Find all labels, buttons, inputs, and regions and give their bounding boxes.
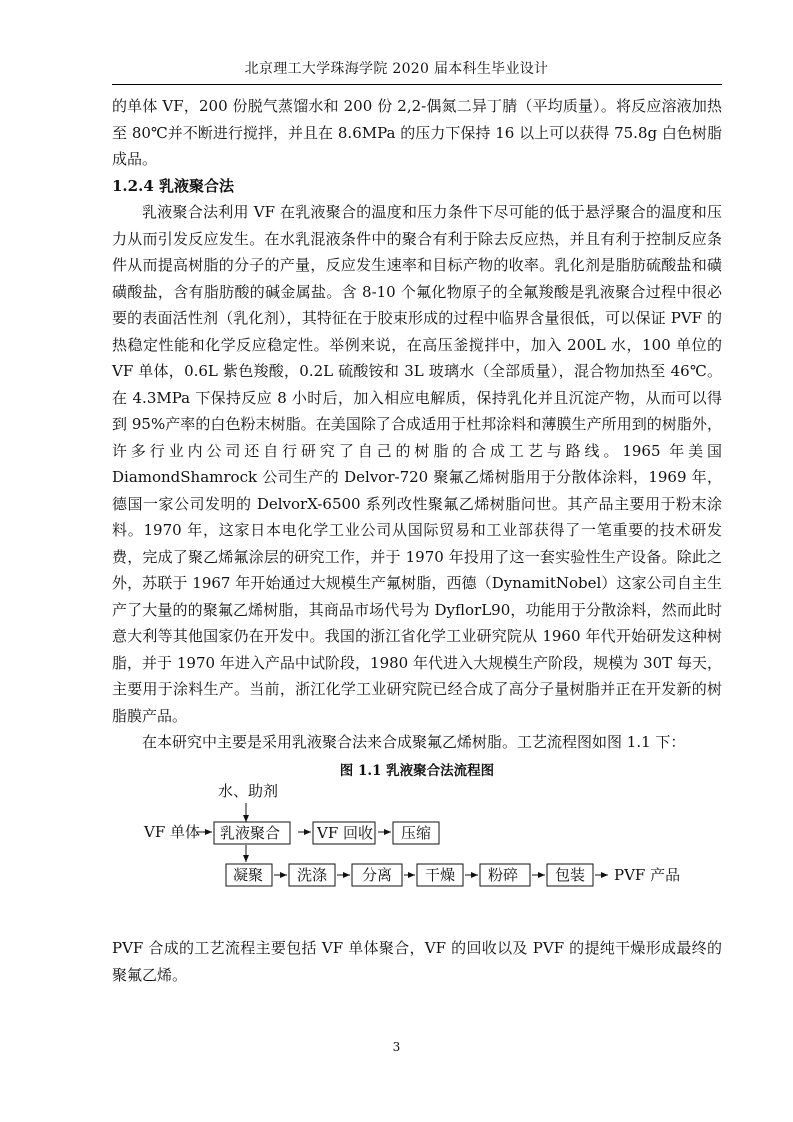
- box-label: 粉碎: [488, 866, 519, 884]
- box-label: 分离: [362, 866, 393, 884]
- box-label: 包装: [555, 866, 586, 884]
- header-divider: [112, 84, 722, 85]
- input-label: 水、助剂: [218, 782, 279, 800]
- section-heading: 1.2.4 乳液聚合法: [112, 176, 234, 195]
- box-compression: [393, 822, 439, 844]
- paragraph-summary: PVF 合成的工艺流程主要包括 VF 单体聚合，VF 的回收以及 PVF 的提纯干燥形成最终的聚氟乙烯。: [112, 939, 722, 984]
- page-header: 北京理工大学珠海学院 2020 届本科生毕业设计: [244, 61, 549, 77]
- paragraph-continuation: 的单体 VF，200 份脱气蒸馏水和 200 份 2,2-偶氮二异丁腈（平均质量）。将反应溶液加热至 80℃并不断进行搅拌，并且在 8.6MPa 的压力下保持 16 以上可以获得 75.8g 白色树脂成品。: [112, 97, 722, 168]
- box-vf-recovery: [313, 822, 375, 844]
- box-drying: [417, 864, 463, 886]
- end-label: PVF 产品: [614, 866, 681, 884]
- box-label: 洗涤: [297, 866, 328, 884]
- paragraph-intro-figure: 在本研究中主要是采用乳液聚合法来合成聚氟乙烯树脂。工艺流程图如图 1.1 下：: [142, 733, 686, 751]
- conclusion-text: [112, 935, 722, 988]
- box-coagulation: [226, 864, 272, 886]
- figure-caption: 图 1.1 乳液聚合法流程图: [339, 762, 495, 779]
- box-label: 乳液聚合: [220, 824, 281, 842]
- box-label: 干燥: [425, 866, 456, 884]
- box-label: 凝聚: [233, 866, 264, 884]
- box-label: VF 回收: [317, 824, 374, 842]
- start-label: VF 单体: [144, 823, 201, 841]
- box-separation: [352, 864, 402, 886]
- main-text: [112, 93, 722, 784]
- box-packaging: [547, 864, 593, 886]
- paragraph-emulsion: 乳液聚合法利用 VF 在乳液聚合的温度和压力条件下尽可能的低于悬浮聚合的温度和压力从而引发反应发生。在水乳混液条件中的聚合有利于除去反应热，并且有利于控制反应条件从而提高树脂的分子的产量，反应发生速率和目标产物的收率。乳化剂是脂肪硫酸盐和磺磺酸盐，含有脂肪酸的碱金属盐。含 8-10 个氟化物原子的全氟羧酸是乳液聚合过程中很必要的表面活性剂（乳化剂），其特征在于胶束形成的过程中临界含量很低，可以保证 PVF 的热稳定性能和化学反应稳定性。举例来说，在高压釜搅拌中，加入 200L 水，100 单位的 VF 单体，0.6L 紫色羧酸，0.2L 硫酸铵和 3L 玻璃水（全部质量），混合物加热至 46℃。在 4.3MPa 下保持反应 8 小时后，加入相应电解质，保持乳化并且沉淀产物，从而可以得到 95%产率的白色粉末树脂。在美国除了合成适用于杜邦涂料和薄膜生产所用到的树脂外，许多行业内公司还自行研究了自己的树脂的合成工艺与路线。1965 年美国 DiamondShamrock 公司生产的 Delvor-720 聚氟乙烯树脂用于分散体涂料，1969 年，德国一家公司发明的 DelvorX-6500 系列改性聚氟乙烯树脂问世。其产品主要用于粉末涂料。1970 年，这家日本电化学工业公司从国际贸易和工业部获得了一笔重要的技术研发费，完成了聚乙烯氟涂层的研究工作，并于 1970 年投用了这一套实验性生产设备。除此之外，苏联于 1967 年开始通过大规模生产氟树脂，西德（DynamitNobel）这家公司自主生产了大量的的聚氟乙烯树脂，其商品市场代号为 DyflorL90，功能用于分散涂料，然而此时意大利等其他国家仍在开发中。我国的浙江省化学工业研究院从 1960 年代开始研发这种树脂，并于 1970 年进入产品中试阶段，1980 年代进入大规模生产阶段，规模为 30T 每天，主要用于涂料生产。当前，浙江化学工业研究院已经合成了高分子量树脂并正在开发新的树脂膜产品。: [112, 203, 722, 725]
- box-emulsion-polymerization: [214, 822, 290, 844]
- page-number: 3: [392, 1040, 401, 1054]
- box-crushing: [480, 864, 530, 886]
- box-label: 压缩: [401, 824, 432, 842]
- box-washing: [289, 864, 335, 886]
